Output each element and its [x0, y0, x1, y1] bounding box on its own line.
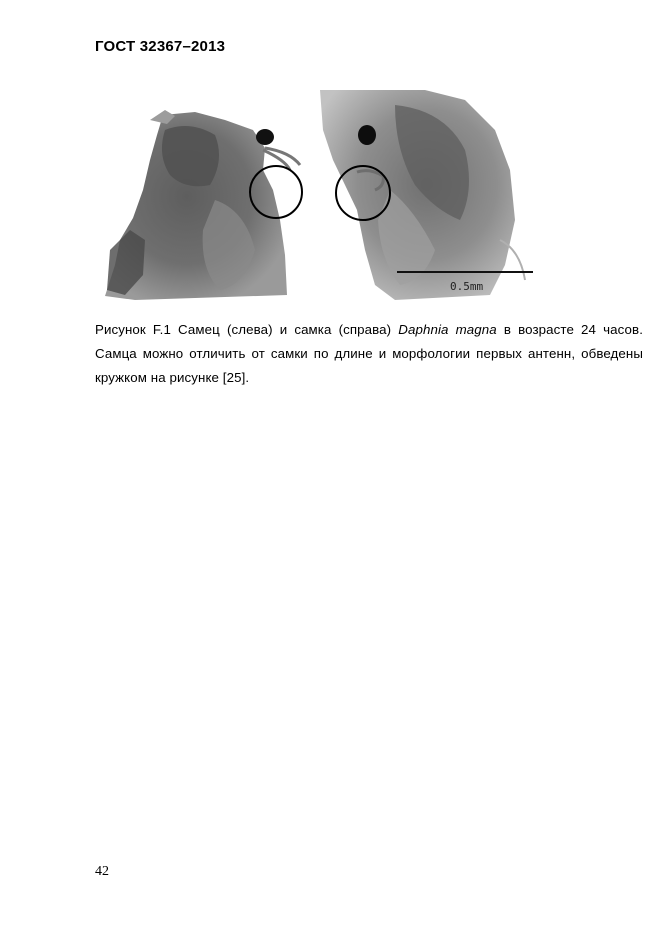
caption-species-name: Daphnia magna: [398, 322, 497, 337]
male-daphnia-image: [105, 110, 300, 300]
document-header: ГОСТ 32367–2013: [95, 38, 226, 55]
daphnia-figure: [95, 90, 540, 302]
caption-text-start: Рисунок F.1 Самец (слева) и самка (справа): [95, 322, 399, 337]
female-daphnia-image: [320, 90, 525, 300]
caption-text-end: в возрасте 24 часов. Самца можно отличить от самки по длине и морфологии первых антенн, обведены кружком на рисунке [25].: [95, 322, 643, 385]
daphnia-photo: [95, 90, 540, 302]
figure-caption: [95, 318, 643, 390]
scale-bar-label: 0.5mm: [450, 280, 484, 293]
page-number: 42: [95, 864, 109, 879]
